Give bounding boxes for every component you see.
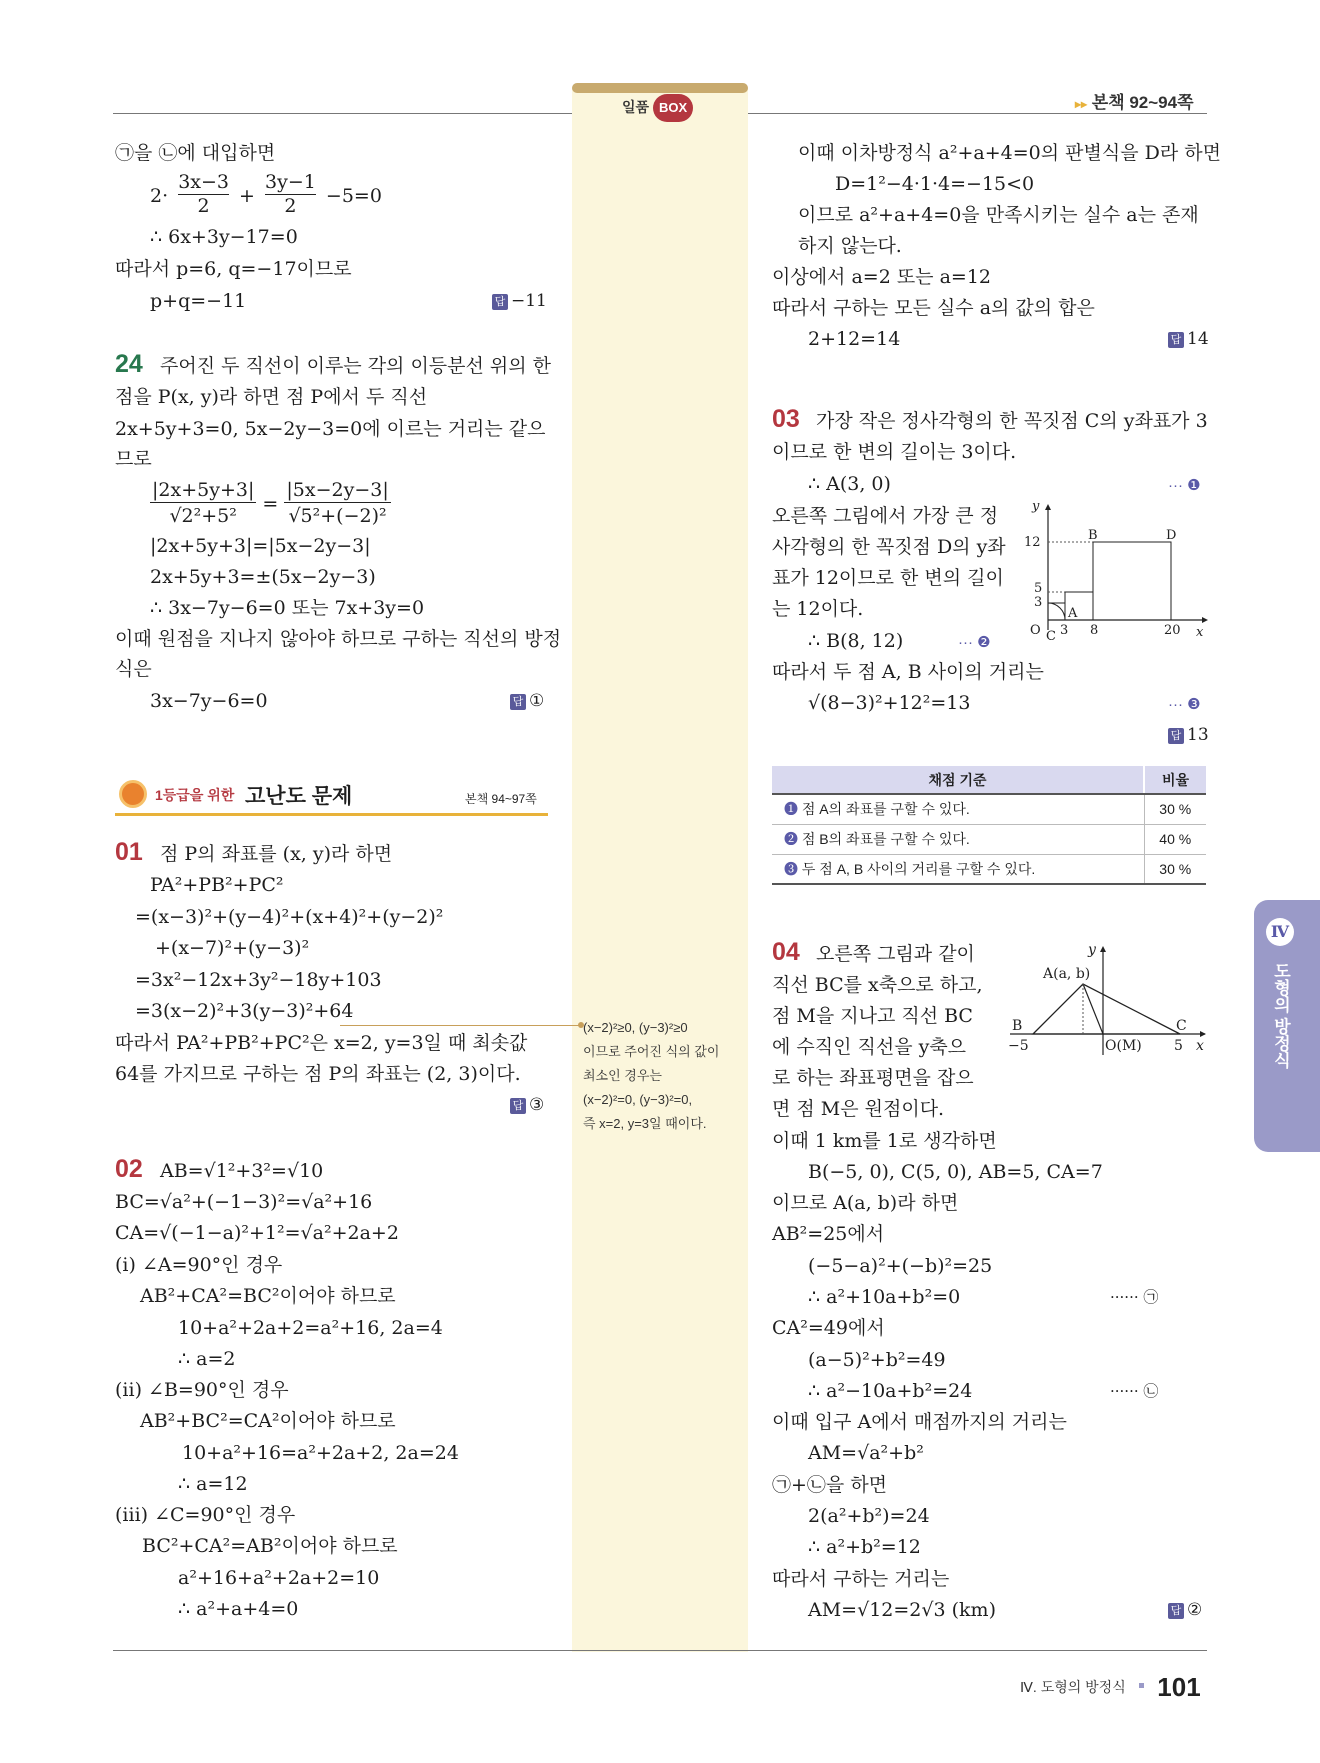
text-line: 하지 않는다. (798, 235, 902, 257)
fraction (284, 478, 390, 529)
problem-number: 03 (772, 405, 800, 433)
text-line: (iii) ∠C=90°인 경우 (115, 1504, 296, 1526)
text-line: 따라서 구하는 거리는 (772, 1568, 950, 1590)
text-line: 10+a²+2a+2=a²+16, 2a=4 (178, 1317, 443, 1339)
text-line: ∴ a²−10a+b²=24 (808, 1380, 973, 1402)
text-line: a²+16+a²+2a+2=10 (178, 1567, 380, 1589)
text-line: ㉠을 ㉡에 대입하면 (115, 142, 276, 164)
step-number: ❶ (784, 801, 798, 818)
text-line: (−5−a)²+(−b)²=25 (808, 1255, 993, 1277)
page-number: 101 (1157, 1672, 1201, 1702)
section-small: 1등급을 위한 (155, 787, 235, 803)
origin-label: O (1030, 623, 1041, 638)
fraction-line (150, 170, 382, 222)
arc (1048, 603, 1065, 620)
scoring-table (772, 766, 1206, 885)
denominator: 2 (284, 195, 297, 217)
text-line: 따라서 구하는 모든 실수 a의 값의 합은 (772, 297, 1095, 319)
x-label: x (1196, 625, 1204, 640)
side-note (583, 1016, 719, 1136)
problem-number: 04 (772, 938, 800, 966)
text-line: 주어진 두 직선이 이루는 각의 이등분선 위의 한 (160, 355, 552, 377)
triangle-figure (1000, 940, 1210, 1060)
text-line: AM=√12=2√3 (km) (808, 1599, 996, 1621)
section-title: 고난도 문제 (245, 785, 353, 808)
text-line: |2x+5y+3|=|5x−2y−3| (150, 535, 371, 557)
text-line: 로 하는 좌표평면을 잡으 (772, 1067, 974, 1089)
text-line: +(x−7)²+(y−3)² (155, 937, 310, 959)
text-line: 10+a²+16=a²+2a+2, 2a=24 (182, 1442, 459, 1464)
text-line: 식은 (115, 658, 152, 680)
note-connector (340, 1025, 580, 1026)
text-line: 점을 P(x, y)라 하면 점 P에서 두 직선 (115, 386, 428, 408)
text-line: ∴ a=2 (178, 1348, 236, 1370)
table-header (772, 766, 1206, 794)
text-line: BC=√a²+(−1−3)²=√a²+16 (115, 1191, 373, 1213)
large-square (1093, 542, 1171, 620)
section-banner (115, 778, 548, 816)
step-marker: ··· ❶ (1168, 477, 1201, 494)
text-line: 면 점 M은 원점이다. (772, 1098, 945, 1120)
median-line (1083, 984, 1103, 1034)
chapter-tab[interactable] (1254, 900, 1320, 1152)
answer-value: 13 (1187, 725, 1209, 745)
text-line: √(8−3)²+12²=13 (808, 692, 971, 714)
text-line: ∴ B(8, 12) (808, 630, 904, 652)
numerator: |5x−2y−3| (286, 479, 389, 501)
text-line: 2x+5y+3=±(5x−2y−3) (150, 566, 376, 588)
footer (1020, 1672, 1201, 1703)
ratio-cell: 40 % (1159, 831, 1192, 847)
center-strip (572, 87, 748, 1652)
denominator: 2 (197, 195, 210, 217)
center-strip-top (572, 83, 748, 93)
header-ref (1075, 88, 1194, 113)
y-arrow-icon (1045, 504, 1051, 510)
tick-5: 5 (1174, 1038, 1183, 1054)
numerator: |2x+5y+3| (152, 479, 255, 501)
text-line: 2x+5y+3=0, 5x−2y−3=0에 이르는 거리는 같으 (115, 418, 546, 440)
header-criteria: 채점 기준 (772, 766, 1144, 794)
text-line: =3x²−12x+3y²−18y+103 (135, 969, 382, 991)
numerator: 3x−3 (178, 171, 229, 193)
arrow-icon: ▸▸ (1075, 97, 1088, 111)
header-ref-text: 본책 92~94쪽 (1091, 93, 1194, 112)
section-ref: 본책 94~97쪽 (465, 792, 537, 806)
criteria-text: 점 B의 좌표를 구할 수 있다. (801, 831, 970, 847)
plus: + (239, 185, 255, 207)
fraction (265, 170, 316, 217)
text-line: ㉠+㉡을 하면 (772, 1474, 888, 1496)
denominator: √5²+(−2)² (288, 505, 387, 527)
x-arrow-icon (1202, 617, 1208, 623)
text-line: ∴ a=12 (178, 1473, 248, 1495)
point-a: A(a, b) (1043, 966, 1091, 982)
text-line: 표가 12이므로 한 변의 길이 (772, 567, 1004, 589)
table-row (772, 854, 1206, 884)
text-line: 이므로 A(a, b)라 하면 (772, 1192, 959, 1214)
point-c: C (1046, 629, 1056, 644)
text-line: 는 12이다. (772, 598, 864, 620)
header-tab-label: 일품 (622, 99, 650, 115)
fraction (178, 170, 229, 217)
ratio-cell: 30 % (1159, 860, 1192, 877)
answer-value: −11 (511, 291, 547, 311)
text-line: 직선 BC를 x축으로 하고, (772, 974, 983, 996)
table-row (772, 794, 1206, 824)
xtick-3: 3 (1060, 623, 1069, 638)
y-arrow-icon (1100, 946, 1106, 952)
tick-3: 3 (1034, 595, 1043, 610)
text-line: ∴ a²+b²=12 (808, 1536, 921, 1558)
answer (510, 688, 544, 714)
answer (510, 1092, 544, 1118)
text-line: p+q=−11 (150, 290, 247, 312)
text-line: 따라서 두 점 A, B 사이의 거리는 (772, 661, 1044, 683)
note-line: 즉 x=2, y=3일 때이다. (583, 1116, 707, 1131)
problem-number: 02 (115, 1155, 143, 1183)
note-line: 이므로 주어진 식의 값이 (583, 1044, 720, 1059)
text-line: ∴ 6x+3y−17=0 (150, 226, 298, 248)
text-line: 점 P의 좌표를 (x, y)라 하면 (160, 843, 393, 865)
text-line: BC²+CA²=AB²이어야 하므로 (142, 1535, 398, 1557)
coef: 2· (150, 185, 169, 207)
answer-icon: 답 (1168, 332, 1184, 348)
text-line: AB²=25에서 (772, 1223, 885, 1245)
footer-rule (113, 1650, 1207, 1651)
tick-minus5: −5 (1008, 1038, 1029, 1054)
point-d: D (1166, 528, 1177, 543)
text-line: 3x−7y−6=0 (150, 690, 268, 712)
answer-icon: 답 (510, 1098, 526, 1114)
tick-12: 12 (1024, 535, 1041, 550)
text-line: 사각형의 한 꼭짓점 D의 y좌 (772, 536, 1006, 558)
header-badge: BOX (653, 94, 693, 122)
header-ratio: 비율 (1144, 766, 1206, 794)
text-line: (ii) ∠B=90°인 경우 (115, 1379, 289, 1401)
point-a: A (1068, 606, 1078, 621)
text-line: 점 M을 지나고 직선 BC (772, 1005, 973, 1027)
point-b: B (1088, 528, 1098, 543)
problem-number: 01 (115, 838, 143, 866)
tick-5: 5 (1034, 581, 1043, 596)
text-line: (a−5)²+b²=49 (808, 1349, 946, 1371)
header-tab (622, 94, 693, 124)
equation-tag: ······ ㉡ (1110, 1382, 1159, 1400)
text-line: (i) ∠A=90°인 경우 (115, 1254, 283, 1276)
text-line: =3(x−2)²+3(y−3)²+64 (135, 1000, 354, 1022)
text-line: AB²+CA²=BC²이어야 하므로 (140, 1285, 396, 1307)
fraction-line (150, 478, 391, 534)
answer-icon: 답 (510, 694, 526, 710)
text-line: AM=√a²+b² (808, 1442, 924, 1464)
note-line: (x−2)²=0, (y−3)²=0, (583, 1092, 693, 1107)
text-line: ∴ a²+10a+b²=0 (808, 1286, 961, 1308)
numerator: 3y−1 (265, 171, 316, 193)
medal-icon (119, 780, 147, 808)
footer-dot (1139, 1683, 1144, 1688)
squares-figure (1020, 500, 1210, 645)
xtick-20: 20 (1164, 623, 1181, 638)
answer-value: ③ (529, 1095, 545, 1115)
equation-tag: ······ ㉠ (1110, 1288, 1159, 1306)
answer-value: ① (529, 691, 545, 711)
text-line: 2(a²+b²)=24 (808, 1505, 930, 1527)
text-line: 이때 이차방정식 a²+a+4=0의 판별식을 D라 하면 (798, 142, 1221, 164)
text-line: 이므로 한 변의 길이는 3이다. (772, 441, 1017, 463)
point-c: C (1176, 1018, 1187, 1034)
text-line: 오른쪽 그림과 같이 (816, 943, 975, 965)
answer (1168, 326, 1209, 352)
text-line: CA²=49에서 (772, 1317, 885, 1339)
table-row (772, 824, 1206, 854)
denominator: √2²+5² (169, 505, 237, 527)
text-line: 오른쪽 그림에서 가장 큰 정 (772, 505, 999, 527)
text-line: 2+12=14 (808, 328, 901, 350)
text-line: ∴ A(3, 0) (808, 473, 891, 495)
text-line: AB=√1²+3²=√10 (160, 1160, 324, 1182)
step-marker: ··· ❸ (1168, 696, 1201, 713)
text-line: 64를 가지므로 구하는 점 P의 좌표는 (2, 3)이다. (115, 1063, 521, 1085)
text-line: ∴ 3x−7y−6=0 또는 7x+3y=0 (150, 597, 425, 619)
answer (1168, 1597, 1202, 1623)
answer-icon: 답 (492, 294, 508, 310)
answer-value: 14 (1187, 329, 1209, 349)
chapter-title: 도형의 방정식 (1271, 962, 1290, 1069)
x-arrow-icon (1200, 1031, 1206, 1037)
chapter-numeral: Ⅳ (1266, 918, 1294, 946)
text-line: 이때 입구 A에서 매점까지의 거리는 (772, 1411, 1067, 1433)
x-label: x (1196, 1038, 1204, 1054)
answer (1168, 722, 1209, 748)
answer-icon: 답 (1168, 1603, 1184, 1619)
y-label: y (1032, 500, 1040, 514)
step-number: ❷ (784, 831, 798, 847)
answer-value: ② (1187, 1600, 1203, 1620)
point-b: B (1012, 1018, 1023, 1034)
rest: −5=0 (325, 185, 382, 207)
text-line: 이상에서 a=2 또는 a=12 (772, 266, 992, 288)
criteria-text: 점 A의 좌표를 구할 수 있다. (801, 801, 970, 818)
triangle (1033, 984, 1180, 1034)
text-line: =(x−3)²+(y−4)²+(x+4)²+(y−2)² (135, 906, 444, 928)
equals: = (262, 493, 279, 515)
text-line: 이때 원점을 지나지 않아야 하므로 구하는 직선의 방정 (115, 628, 562, 650)
text-line: 따라서 p=6, q=−17이므로 (115, 258, 352, 280)
text-line: 이때 1 km를 1로 생각하면 (772, 1130, 997, 1152)
text-line: B(−5, 0), C(5, 0), AB=5, CA=7 (808, 1161, 1103, 1183)
text-line: 따라서 PA²+PB²+PC²은 x=2, y=3일 때 최솟값 (115, 1032, 528, 1054)
text-line: AB²+BC²=CA²이어야 하므로 (140, 1410, 396, 1432)
text-line: 이므로 a²+a+4=0을 만족시키는 실수 a는 존재 (798, 204, 1199, 226)
xtick-8: 8 (1090, 623, 1099, 638)
origin-label: O(M) (1105, 1038, 1142, 1054)
step-marker: ··· ❷ (958, 634, 991, 651)
footer-chapter: Ⅳ. 도형의 방정식 (1020, 1679, 1126, 1695)
note-line: 최소인 경우는 (583, 1068, 662, 1083)
text-line: PA²+PB²+PC² (150, 874, 284, 896)
fraction (150, 478, 256, 529)
text-line: ∴ a²+a+4=0 (178, 1598, 299, 1620)
text-line: D=1²−4·1·4=−15<0 (835, 173, 1035, 195)
text-line: 므로 (115, 448, 152, 470)
y-label: y (1088, 942, 1096, 958)
answer-icon: 답 (1168, 728, 1184, 744)
text-line: 에 수직인 직선을 y축으 (772, 1036, 967, 1058)
note-line: (x−2)²≥0, (y−3)²≥0 (583, 1020, 688, 1035)
text-line: 가장 작은 정사각형의 한 꼭짓점 C의 y좌표가 3 (816, 410, 1208, 432)
text-line: CA=√(−1−a)²+1²=√a²+2a+2 (115, 1222, 399, 1244)
answer (492, 288, 547, 314)
step-number: ❸ (784, 860, 798, 877)
problem-number: 24 (115, 350, 143, 378)
ratio-cell: 30 % (1159, 801, 1192, 818)
criteria-text: 두 점 A, B 사이의 거리를 구할 수 있다. (801, 860, 1036, 877)
